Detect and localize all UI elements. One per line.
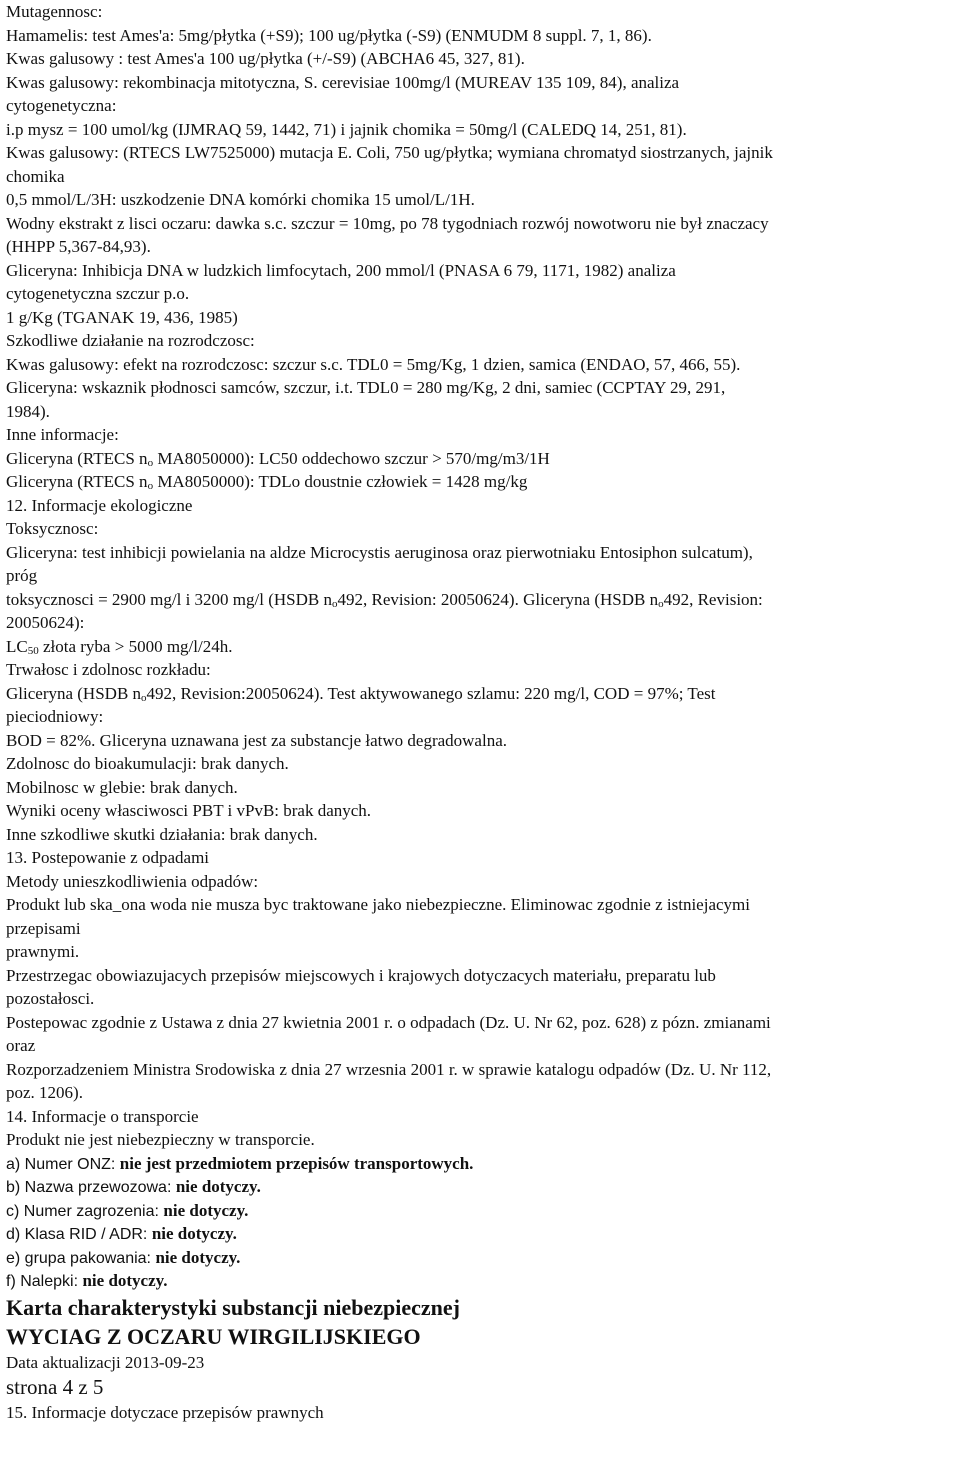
disposal-line: prawnymi.	[6, 942, 80, 961]
glycerin-dna-line: 1 g/Kg (TGANAK 19, 436, 1985)	[6, 307, 238, 327]
transport-item	[6, 1246, 954, 1270]
toxicity-line: 20050624):	[6, 613, 85, 632]
section-12-heading: 12. Informacje ekologiczne	[6, 495, 193, 515]
document-title: Karta charakterystyki substancji niebezpiecznej	[6, 1294, 460, 1320]
gallic-acid-ames-line: Kwas galusowy : test Ames'a 100 ug/płytka (+/-S9) (ABCHA6 45, 327, 81).	[6, 49, 525, 68]
text-segment: 492, Revision: 20050624). Gliceryna (HSDB n	[337, 589, 659, 609]
persistence-heading: Trwałosc i zdolnosc rozkładu:	[6, 660, 211, 679]
text-segment: złota ryba > 5000 mg/l/24h.	[38, 636, 233, 656]
disposal-line: pozostałosci.	[6, 989, 95, 1008]
glycerin-dna-line: Gliceryna: Inhibicja DNA w ludzkich limfocytach, 200 mmol/l (PNASA 6 79, 1171, 1982) analiza	[6, 260, 676, 280]
lc50-fish-line	[6, 635, 954, 659]
section-15-heading: 15. Informacje dotyczace przepisów prawnych	[6, 1403, 324, 1422]
disposal-methods-heading: Metody unieszkodliwienia odpadów:	[6, 871, 259, 891]
persistence-line	[6, 682, 954, 706]
hamamelis-ames-line: Hamamelis: test Ames'a: 5mg/płytka (+S9); 100 ug/płytka (-S9) (ENMUDM 8 suppl. 7, 1, 86).	[6, 25, 652, 45]
reproductive-heading: Szkodliwe działanie na rozrodczosc:	[6, 331, 255, 350]
text-segment: MA8050000): LC50 oddechowo szczur > 570/mg/m3/1H	[153, 448, 550, 468]
soil-mobility-line: Mobilnosc w glebie: brak danych.	[6, 777, 238, 797]
toxicity-line: próg	[6, 566, 38, 585]
transport-item-label: f) Nalepki:	[6, 1273, 83, 1290]
transport-item-value: nie jest przedmiotem przepisów transportowych.	[119, 1153, 474, 1173]
disposal-line: Rozporzadzeniem Ministra Srodowiska z dnia 27 wrzesnia 2001 r. w sprawie katalogu odpadów (Dz. U. Nr 112,	[6, 1059, 772, 1079]
transport-item-label: b) Nazwa przewozowa:	[6, 1179, 176, 1196]
transport-item-value: nie dotyczy.	[163, 1200, 249, 1220]
transport-item-label: c) Numer zagrozenia:	[6, 1202, 164, 1220]
text-segment: toksycznosci = 2900 mg/l i 3200 mg/l (HSDB n	[6, 589, 332, 609]
persistence-line: BOD = 82%. Gliceryna uznawana jest za substancje łatwo degradowalna.	[6, 730, 507, 750]
gallic-acid-recombination-line: Kwas galusowy: rekombinacja mitotyczna, S. cerevisiae 100mg/l (MUREAV 135 109, 84), analiza	[6, 72, 680, 92]
page-number: strona 4 z 5	[6, 1375, 104, 1399]
number-abbrev: o	[658, 597, 664, 610]
transport-item	[6, 1175, 954, 1199]
transport-item-value: nie dotyczy.	[151, 1224, 237, 1243]
transport-item-value: nie dotyczy.	[82, 1271, 168, 1290]
pbt-assessment-line: Wyniki oceny własciwosci PBT i vPvB: brak danych.	[6, 801, 372, 820]
number-abbrev: o	[147, 456, 154, 469]
transport-item	[6, 1269, 954, 1293]
text-segment: LC	[6, 636, 28, 656]
gallic-acid-rtecs-line: Kwas galusowy: (RTECS LW7525000) mutacja E. Coli, 750 ug/płytka; wymiana chromatyd siostrzanych, jajnik	[6, 143, 773, 162]
glycerin-lc50-line	[6, 447, 954, 471]
toxicity-line	[6, 588, 954, 612]
text-segment: Gliceryna (RTECS n	[6, 448, 148, 468]
transport-intro-line: Produkt nie jest niebezpieczny w transporcie.	[6, 1130, 315, 1149]
glycerin-dna-line: cytogenetyczna szczur p.o.	[6, 284, 190, 303]
subscript: 50	[27, 644, 39, 657]
transport-item-label: d) Klasa RID / ADR:	[6, 1226, 152, 1243]
toxicity-heading: Toksycznosc:	[6, 519, 99, 538]
transport-item-value: nie dotyczy.	[175, 1177, 261, 1196]
transport-item-value: nie dotyczy.	[155, 1247, 241, 1267]
section-14-heading: 14. Informacje o transporcie	[6, 1106, 199, 1126]
disposal-line: poz. 1206).	[6, 1083, 83, 1102]
bioaccumulation-line: Zdolnosc do bioakumulacji: brak danych.	[6, 754, 289, 773]
transport-item	[6, 1152, 954, 1176]
transport-item	[6, 1222, 954, 1246]
glycerin-tdlo-line	[6, 470, 954, 494]
disposal-line: Postepowac zgodnie z Ustawa z dnia 27 kwietnia 2001 r. o odpadach (Dz. U. Nr 62, poz. 628) z pózn. zmianami	[6, 1012, 771, 1032]
transport-item	[6, 1199, 954, 1223]
transport-item-label: e) grupa pakowania:	[6, 1249, 156, 1267]
section-13-heading: 13. Postepowanie z odpadami	[6, 848, 210, 867]
number-abbrev: o	[147, 480, 154, 492]
glycerin-fertility-line: Gliceryna: wskaznik płodnosci samców, szczur, i.t. TDL0 = 280 mg/Kg, 2 dni, samiec (CCPTAY 29, 291,	[6, 378, 726, 397]
disposal-line: Przestrzegac obowiazujacych przepisów miejscowych i krajowych dotyczacych materiału, preparatu lub	[6, 965, 716, 985]
other-info-heading: Inne informacje:	[6, 425, 119, 444]
other-effects-line: Inne szkodliwe skutki działania: brak danych.	[6, 824, 318, 844]
text-segment: MA8050000): TDLo doustnie człowiek = 1428 mg/kg	[153, 472, 528, 491]
text-segment: Gliceryna (RTECS n	[6, 472, 148, 491]
glycerin-fertility-line: 1984).	[6, 401, 50, 421]
gallic-acid-recombination-line: cytogenetyczna:	[6, 96, 117, 115]
text-segment: 492, Revision:20050624). Test aktywowanego szlamu: 220 mg/l, COD = 97%; Test	[146, 683, 716, 703]
water-extract-line: Wodny ekstrakt z lisci oczaru: dawka s.c. szczur = 10mg, po 78 tygodniach rozwój nowotworu nie był znaczacy	[6, 213, 769, 233]
text-segment: 492, Revision:	[663, 589, 763, 609]
water-extract-line: (HHPP 5,367-84,93).	[6, 237, 151, 256]
mutagenicity-heading: Mutagennosc:	[6, 2, 103, 21]
transport-item-label: a) Numer ONZ:	[6, 1155, 120, 1173]
disposal-line: oraz	[6, 1036, 36, 1055]
persistence-line: pieciodniowy:	[6, 707, 104, 726]
gallic-acid-recombination-line: i.p mysz = 100 umol/kg (IJMRAQ 59, 1442, 71) i jajnik chomika = 50mg/l (CALEDQ 14, 251, 81).	[6, 119, 687, 139]
update-date: Data aktualizacji 2013-09-23	[6, 1352, 205, 1372]
product-name: WYCIAG Z OCZARU WIRGILIJSKIEGO	[6, 1323, 421, 1349]
number-abbrev: o	[141, 691, 147, 704]
number-abbrev: o	[331, 597, 338, 610]
disposal-line: przepisami	[6, 918, 81, 938]
disposal-line: Produkt lub ska_ona woda nie musza byc traktowane jako niebezpieczne. Eliminowac zgodnie z istniejacymi	[6, 895, 750, 914]
text-segment: Gliceryna (HSDB n	[6, 683, 142, 703]
gallic-acid-reproduction-line: Kwas galusowy: efekt na rozrodczosc: szczur s.c. TDL0 = 5mg/Kg, 1 dzien, samica (ENDAO, 57, 466, 55).	[6, 354, 741, 374]
gallic-acid-rtecs-line: chomika	[6, 166, 65, 186]
toxicity-line: Gliceryna: test inhibicji powielania na aldze Microcystis aeruginosa oraz pierwotniaku Entosiphon sulcatum),	[6, 542, 753, 562]
gallic-acid-rtecs-line: 0,5 mmol/L/3H: uszkodzenie DNA komórki chomika 15 umol/L/1H.	[6, 190, 475, 209]
